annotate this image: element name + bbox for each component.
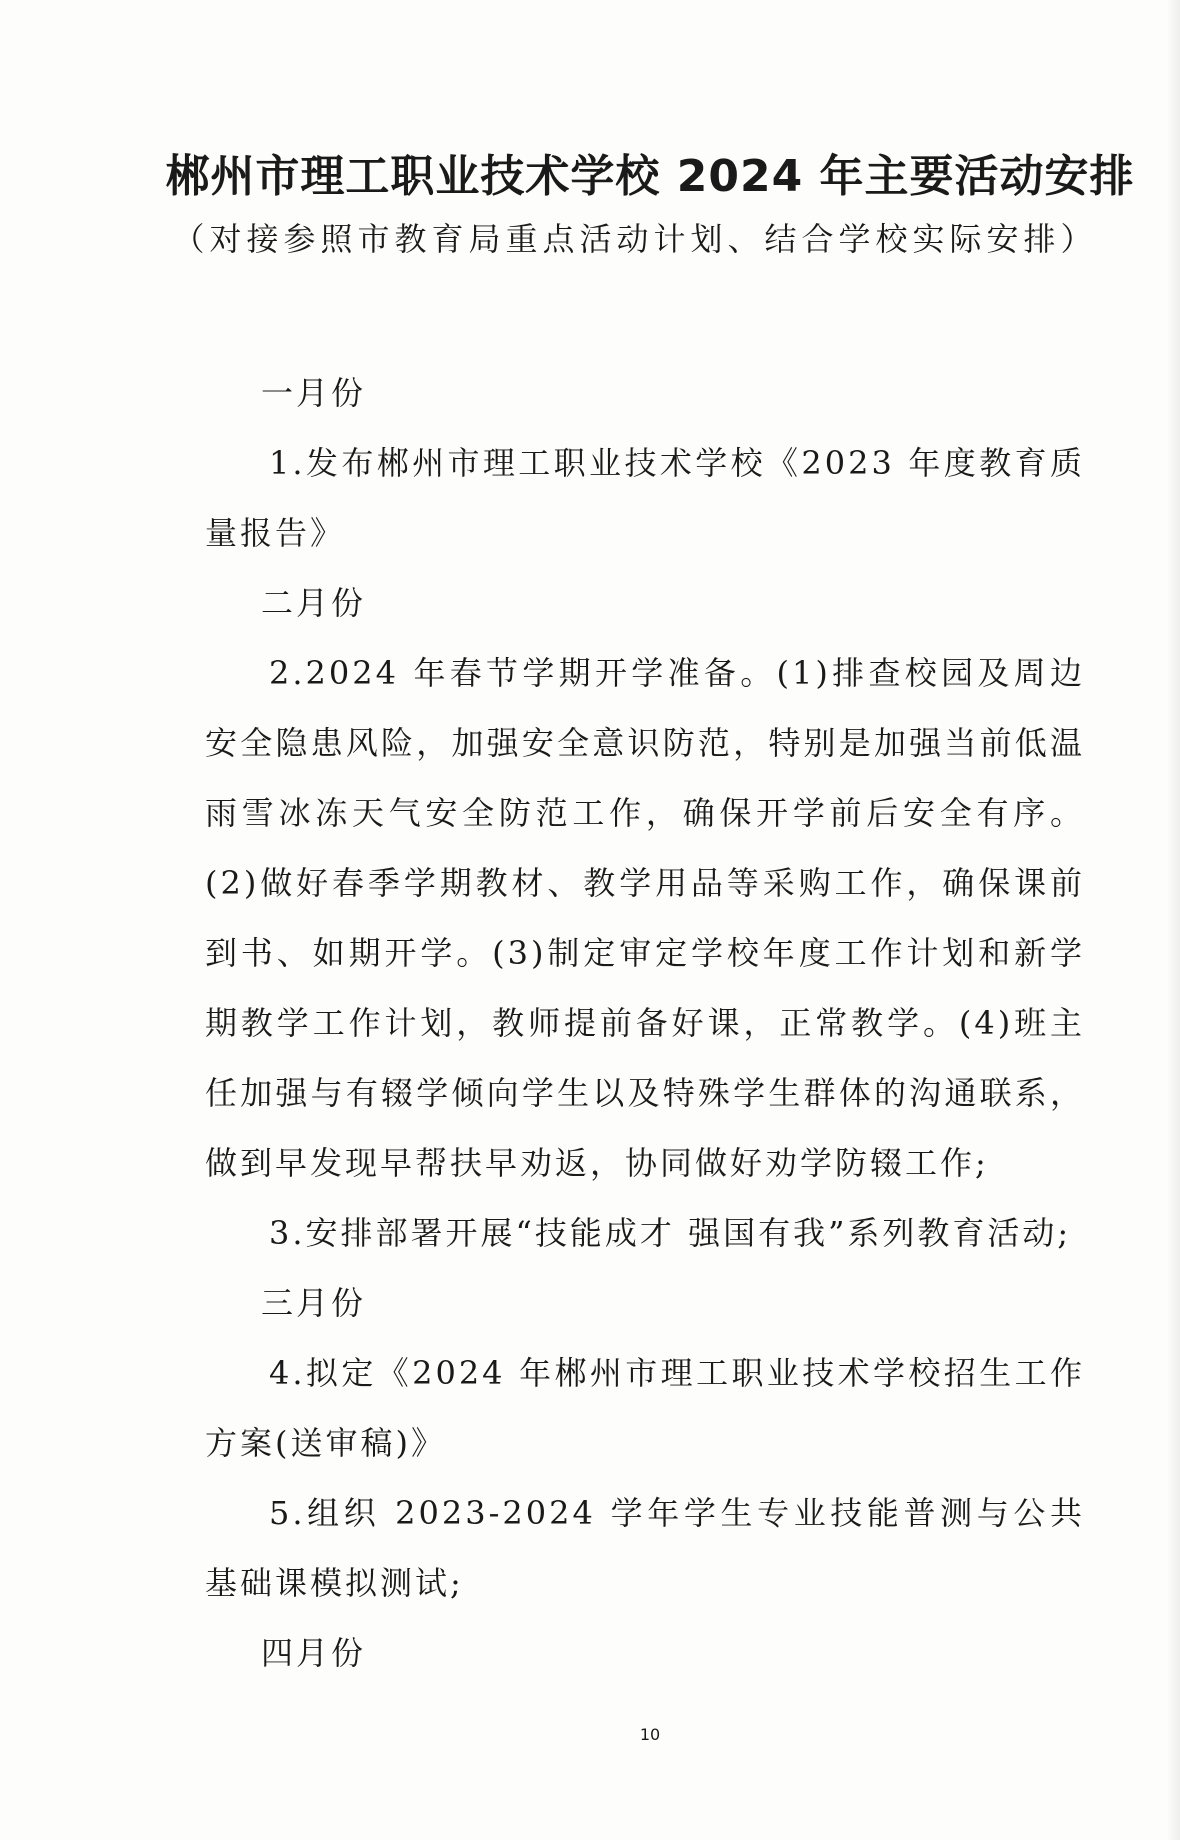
activity-item-3: 3.安排部署开展“技能成才 强国有我”系列教育活动; bbox=[269, 1214, 1072, 1252]
activity-item-4: 4.拟定《2024 年郴州市理工职业技术学校招生工作方案(送审稿)》 bbox=[205, 1354, 1085, 1462]
document-title: 郴州市理工职业技术学校 2024 年主要活动安排 bbox=[165, 151, 1135, 202]
month-heading-february: 二月份 bbox=[261, 584, 367, 622]
activity-item-2: 2.2024 年春节学期开学准备。(1)排查校园及周边安全隐患风险，加强安全意识防范，特别是加强当前低温雨雪冰冻天气安全防范工作，确保开学前后安全有序。(2)做好春季学期教材、教学用品等采购工作，确保课前到书、如期开学。(3)制定审定学校年度工作计划和新学期教学工作计划，教师提前备好课，正常教学。(4)班主任加强与有辍学倾向学生以及特殊学生群体的沟通联系，做到早发现早帮扶早劝返，协同做好劝学防辍工作; bbox=[205, 654, 1085, 1182]
activity-item-1: 1.发布郴州市理工职业技术学校《2023 年度教育质量报告》 bbox=[205, 444, 1085, 552]
page-number: 10 bbox=[639, 1725, 661, 1744]
document-subtitle: （对接参照市教育局重点活动计划、结合学校实际安排） bbox=[172, 220, 1098, 258]
month-heading-april: 四月份 bbox=[261, 1634, 367, 1672]
month-heading-march: 三月份 bbox=[261, 1284, 367, 1322]
month-heading-january: 一月份 bbox=[261, 374, 367, 412]
activity-item-5: 5.组织 2023-2024 学年学生专业技能普测与公共基础课模拟测试; bbox=[205, 1494, 1085, 1602]
document-body bbox=[205, 358, 1085, 1688]
scan-edge-shadow bbox=[1166, 0, 1180, 1840]
